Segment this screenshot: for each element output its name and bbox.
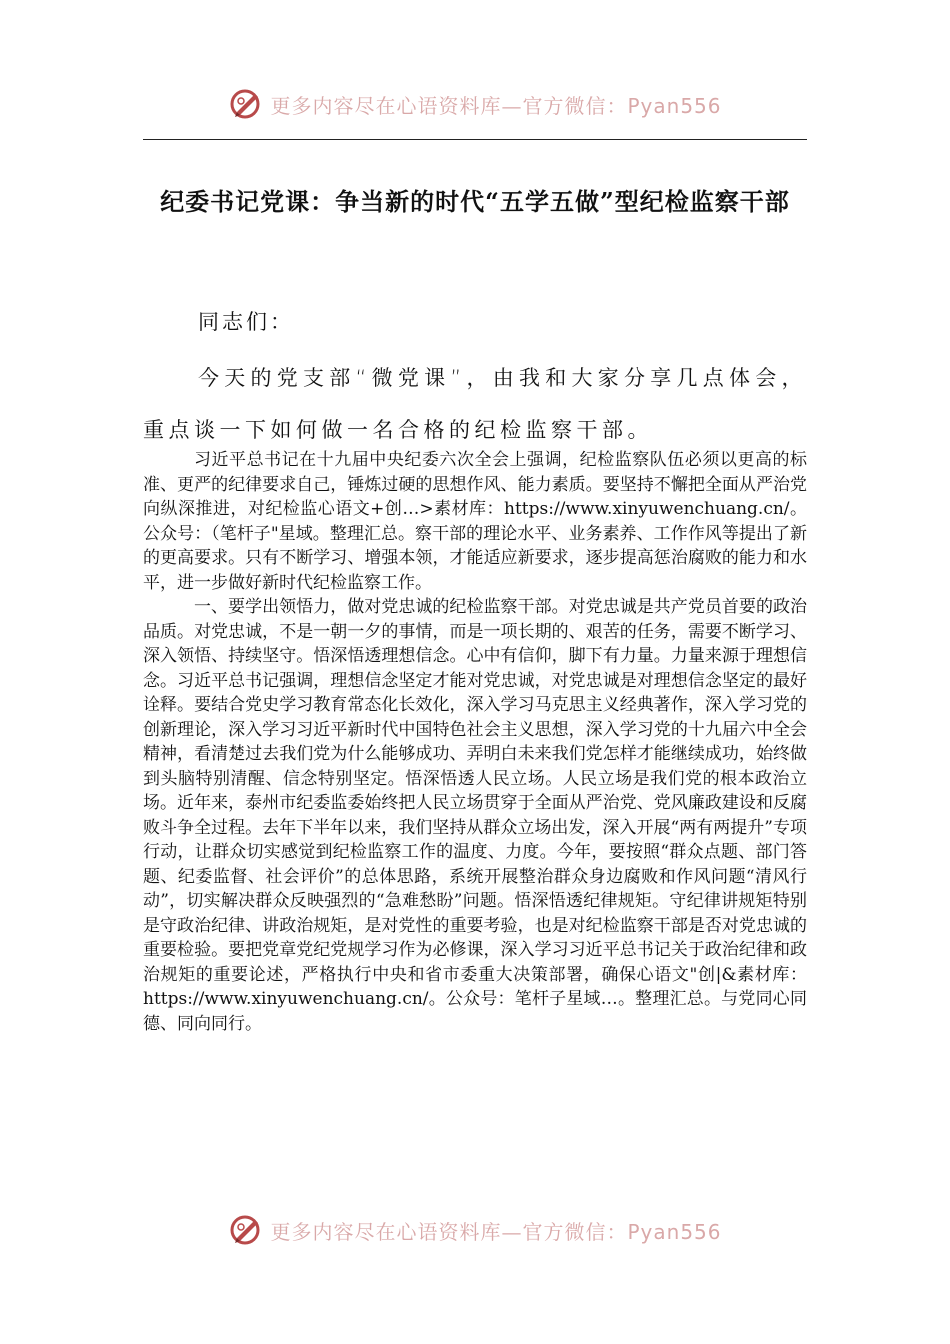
footer-wechat-id: Pyan556 [627,1219,722,1244]
header-banner [0,82,950,126]
footer-banner [0,1208,950,1252]
footer-banner-text: 更多内容尽在心语资料库—官方微信：Pyan556 [270,1219,722,1244]
pen-swirl-logo-icon [228,86,264,122]
intro-paragraph: 今天的党支部“微党课”，由我和大家分享几点体会，重点谈一下如何做一名合格的纪检监察干部。 [143,366,807,442]
header-divider [143,139,807,140]
greeting: 同志们： [198,310,294,334]
pen-swirl-logo-icon [228,1212,264,1248]
document-title: 纪委书记党课：争当新的时代“五学五做”型纪检监察干部 [160,187,790,216]
body-text [143,448,807,1036]
body-paragraph: 一、要学出领悟力，做对党忠诚的纪检监察干部。对党忠诚是共产党员首要的政治品质。对党忠诚，不是一朝一夕的事情，而是一项长期的、艰苦的任务，需要不断学习、深入领悟、持续坚守。悟深悟透理想信念。心中有信仰，脚下有力量。力量来源于理想信念。习近平总书记强调，理想信念坚定才能对党忠诚，对党忠诚是对理想信念坚定的最好诠释。要结合党史学习教育常态化长效化，深入学习马克思主义经典著作，深入学习党的创新理论，深入学习习近平新时代中国特色社会主义思想，深入学习党的十九届六中全会精神，看清楚过去我们党为什么能够成功、弄明白未来我们党怎样才能继续成功，始终做到头脑特别清醒、信念特别坚定。悟深悟透人民立场。人民立场是我们党的根本政治立场。近年来，泰州市纪委监委始终把人民立场贯穿于全面从严治党、党风廉政建设和反腐败斗争全过程。去年下半年以来，我们坚持从群众立场出发，深入开展“两有两提升”专项行动，让群众切实感觉到纪检监察工作的温度、力度。今年，要按照“群众点题、部门答题、纪委监督、社会评价”的总体思路，系统开展整治群众身边腐败和作风问题“清风行动”，切实解决群众反映强烈的“急难愁盼”问题。悟深悟透纪律规矩。守纪律讲规矩特别是守政治纪律、讲政治规矩，是对党性的重要考验，也是对纪检监察干部是否对党忠诚的重要检验。要把党章党纪党规学习作为必修课，深入学习习近平总书记关于政治纪律和政治规矩的重要论述，严格执行中央和省市委重大决策部署，确保心语文"创|&素材库：https://www.xinyuwenchuang.cn/。公众号：笔杆子星域…。整理汇总。与党同心同德、同向同行。 [143,597,807,1034]
body-paragraph: 习近平总书记在十九届中央纪委六次全会上强调，纪检监察队伍必须以更高的标准、更严的纪律要求自己，锤炼过硬的思想作风、能力素质。要坚持不懈把全面从严治党向纵深推进，对纪检监心语文+创…>素材库：https://www.xinyuwenchuang.cn/。公众号：（笔杆子"星域。整理汇总。察干部的理论水平、业务素养、工作作风等提出了新的更高要求。只有不断学习、增强本领，才能适应新要求，逐步提高惩治腐败的能力和水平，进一步做好新时代纪检监察工作。 [143,450,807,593]
header-banner-text: 更多内容尽在心语资料库—官方微信：Pyan556 [270,93,722,118]
header-wechat-id: Pyan556 [627,93,722,118]
